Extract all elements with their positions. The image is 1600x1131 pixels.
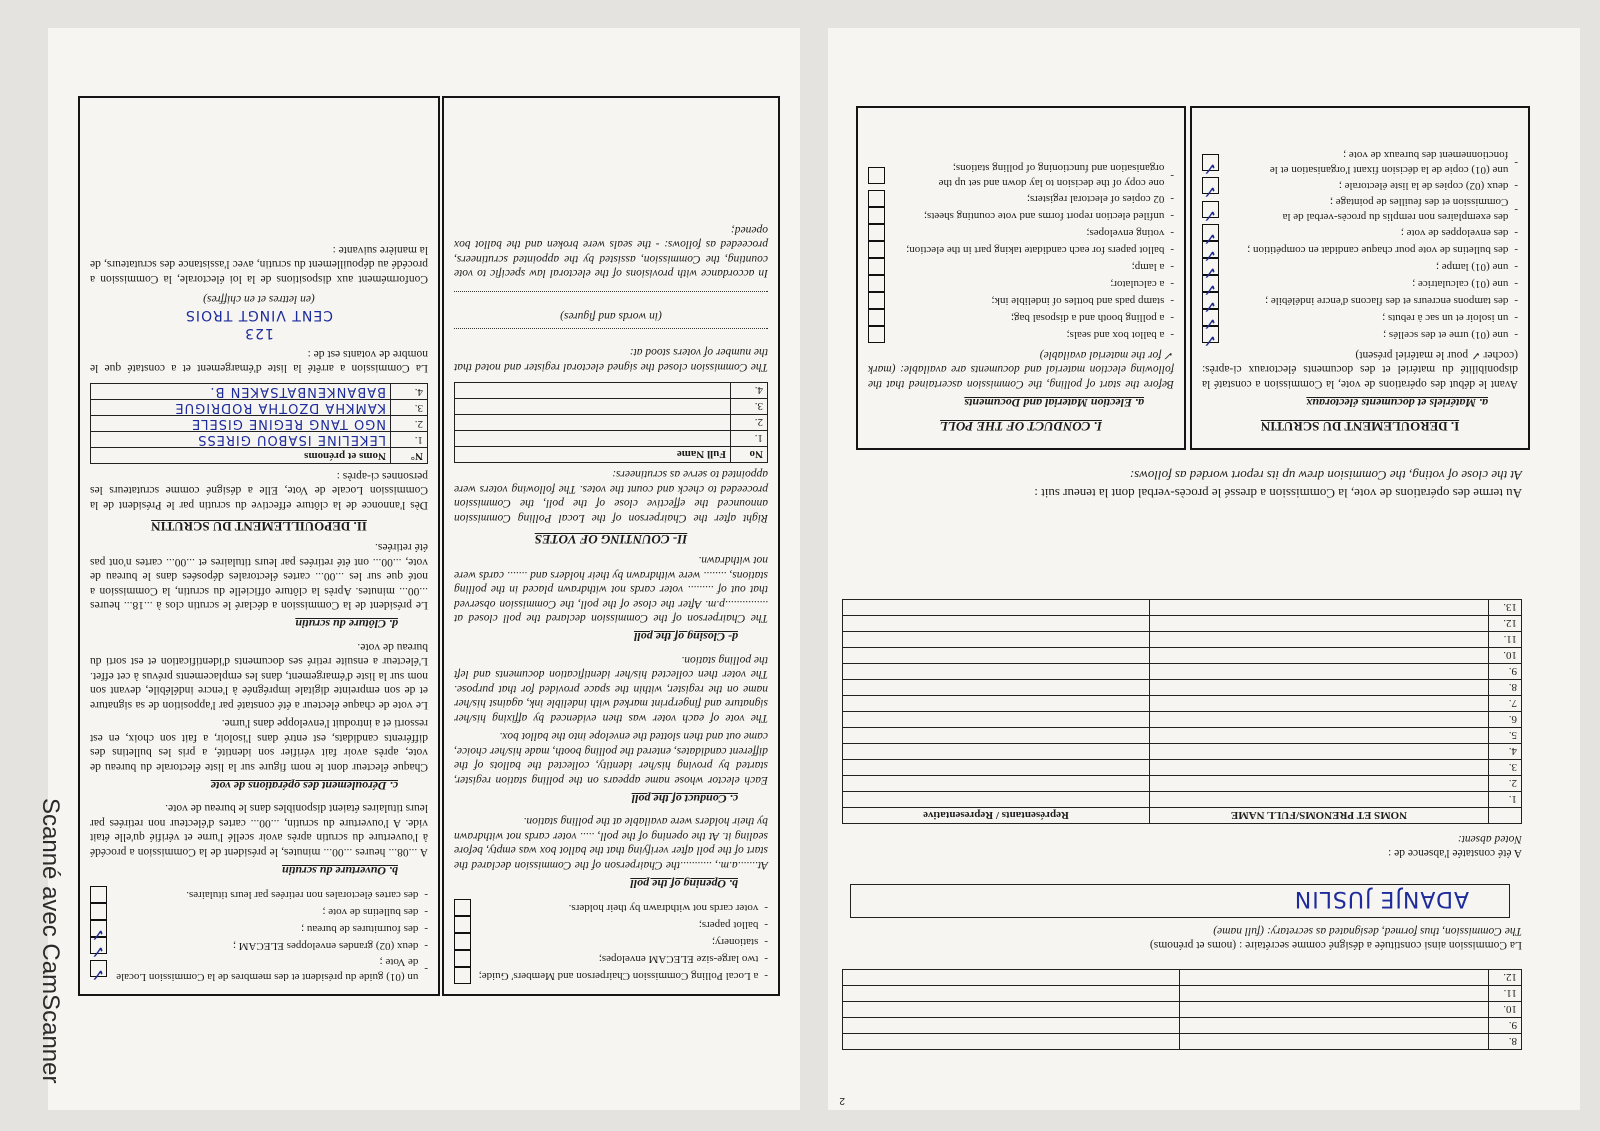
bullet-dash: - xyxy=(1514,180,1518,193)
bullet-dash: - xyxy=(764,970,768,982)
absent-row xyxy=(843,600,1522,616)
fr-material-item xyxy=(1202,148,1518,178)
absent-rep-cell[interactable] xyxy=(843,600,1150,616)
member-row-number: 8. xyxy=(1489,1034,1522,1050)
absent-row-number: 8. xyxy=(1489,680,1522,696)
bullet-dash: - xyxy=(1170,261,1174,274)
fr-intro-item-label: des cartes électorales non retirées par leurs titulaires. xyxy=(186,889,419,901)
absent-row xyxy=(843,632,1522,648)
fr-material-item-label: des enveloppes de vote ; xyxy=(1400,227,1509,240)
en-material-item xyxy=(868,327,1174,344)
en-material-checkbox[interactable] xyxy=(868,276,885,293)
en-material-checkbox[interactable] xyxy=(868,242,885,259)
absent-name-cell[interactable] xyxy=(1150,696,1489,712)
absent-table xyxy=(842,534,1522,824)
absent-name-cell[interactable] xyxy=(1150,792,1489,808)
absent-name-cell[interactable] xyxy=(1150,760,1489,776)
member-row-number: 9. xyxy=(1489,1018,1522,1034)
absent-label-en: Noted absent: xyxy=(1457,833,1522,845)
member-rep-cell[interactable] xyxy=(843,1002,1180,1018)
bullet-dash: - xyxy=(764,919,768,931)
bullet-dash: - xyxy=(1170,244,1174,257)
secretary-name: ADANJE JUSLIN xyxy=(1293,886,1469,911)
fr-material-item-label: une (01) lampe ; xyxy=(1435,261,1509,274)
fr-intro-checkbox[interactable] xyxy=(90,961,107,978)
fr-intro-item-label: des bulletins de vote ; xyxy=(322,906,419,918)
en-material-item xyxy=(868,225,1174,242)
absent-label-fr: A été constatée l'absence de : xyxy=(1388,847,1522,859)
absent-row-number: 7. xyxy=(1489,696,1522,712)
fr-scrutineer-row-name[interactable]: BABANKENBATSAKEN B. xyxy=(91,384,391,400)
en-material-checkbox[interactable] xyxy=(868,208,885,225)
absent-rep-cell[interactable] xyxy=(843,792,1150,808)
fr-scrutineer-table xyxy=(90,384,428,465)
absent-row-number: 4. xyxy=(1489,744,1522,760)
en-material-item-label: a ballot box and seals; xyxy=(1066,329,1165,342)
bullet-dash: - xyxy=(764,936,768,948)
absent-name-cell[interactable] xyxy=(1150,616,1489,632)
en-materials-title: a. Election Material and Documents xyxy=(964,396,1144,410)
en-material-item-label: a polling booth and a disposal bag; xyxy=(1010,312,1165,325)
fr-intro-item xyxy=(90,886,428,903)
en-scrutineer-row-name[interactable] xyxy=(455,431,731,447)
fr-materials-list xyxy=(1202,148,1518,344)
en-material-item xyxy=(868,259,1174,276)
absent-row-number: 11. xyxy=(1489,632,1522,648)
en-conduct-title: c. Conduct of the poll xyxy=(631,792,738,806)
member-row xyxy=(843,986,1522,1002)
bullet-dash: - xyxy=(424,889,428,901)
absent-row-number: 6. xyxy=(1489,712,1522,728)
en-scrutineer-row xyxy=(455,431,768,447)
member-name-cell[interactable] xyxy=(1180,1018,1489,1034)
bullet-dash: - xyxy=(1170,170,1174,182)
absent-row xyxy=(843,760,1522,776)
absent-row xyxy=(843,712,1522,728)
fr-scrutineer-row-number: 1. xyxy=(391,432,428,448)
en-intro-item-label: two large-size ELECAM envelopes; xyxy=(598,953,759,965)
en-material-item xyxy=(868,293,1174,310)
en-material-item xyxy=(868,161,1174,191)
absent-name-cell[interactable] xyxy=(1150,680,1489,696)
fr-material-checkbox[interactable] xyxy=(1202,154,1219,171)
en-material-checkbox[interactable] xyxy=(868,293,885,310)
bullet-dash: - xyxy=(1514,204,1518,216)
en-intro-checkbox[interactable] xyxy=(454,899,471,916)
en-scrutineer-table xyxy=(454,382,768,463)
absent-rep-cell[interactable] xyxy=(843,696,1150,712)
fr-conduct-heading: I. DEROULEMENT DU SCRUTIN xyxy=(1260,419,1460,434)
member-row-number: 10. xyxy=(1489,1002,1522,1018)
absent-name-cell[interactable] xyxy=(1150,712,1489,728)
fr-material-item xyxy=(1202,259,1518,276)
fr-material-item xyxy=(1202,276,1518,293)
fr-material-checkbox[interactable] xyxy=(1202,201,1219,218)
bullet-dash: - xyxy=(1170,295,1174,308)
en-scrutineer-row-name[interactable] xyxy=(455,383,731,399)
bullet-dash: - xyxy=(1514,244,1518,257)
en-material-item-label: stamp pads and bottles of indelible ink; xyxy=(991,295,1165,308)
bullet-dash: - xyxy=(1170,312,1174,325)
en-count-line[interactable] xyxy=(454,328,768,341)
en-material-item-label: a calculator; xyxy=(1110,278,1165,291)
bullet-dash: - xyxy=(1170,193,1174,206)
en-material-checkbox[interactable] xyxy=(868,327,885,344)
en-scrutineer-row xyxy=(455,415,768,431)
secretary-label-fr: La Commission ainsi constituée a désigné comme secrétaire : (noms et prénoms) xyxy=(1149,939,1522,951)
en-material-item-label: one copy of the decision to lay down and set up the organisation and functioning of polling stations; xyxy=(938,162,1165,190)
en-material-item-label: voting envelopes; xyxy=(1086,227,1165,240)
absent-rep-cell[interactable] xyxy=(843,648,1150,664)
fr-scrutineer-row-number: 3. xyxy=(391,400,428,416)
bullet-dash: - xyxy=(424,923,428,935)
fr-scrutineer-row xyxy=(91,432,428,448)
en-materials-list xyxy=(868,161,1174,344)
en-material-item-label: a lamp; xyxy=(1131,261,1165,274)
fr-scrutineer-row-name[interactable]: KAMKHA DZOTHA RODRIGUE xyxy=(91,400,391,416)
absent-row-number: 9. xyxy=(1489,664,1522,680)
bullet-dash: - xyxy=(1170,210,1174,223)
fr-scrutineer-row xyxy=(91,384,428,400)
fr-material-item-label: un isoloir et un sac à rebuts ; xyxy=(1382,312,1509,325)
bullet-dash: - xyxy=(424,963,428,976)
bullet-dash: - xyxy=(764,953,768,965)
fr-materials-intro: Avant le début des opérations de vote, la Commission a constaté la disponibilité du matériel et des documents électoraux ci-après: (cocher ✓ pour le matériel présent) xyxy=(1202,349,1518,390)
page-number: 2 xyxy=(839,1095,845,1106)
fr-scrutineer-row-number: 4. xyxy=(391,384,428,400)
en-materials-intro: Before the start of polling, the Commission ascertained that the following election material and documents are available: (mark ✓ for the material available) xyxy=(868,349,1174,390)
en-material-item xyxy=(868,191,1174,208)
absent-rep-cell[interactable] xyxy=(843,760,1150,776)
secretary-field[interactable] xyxy=(850,884,1510,918)
bullet-dash: - xyxy=(1514,329,1518,342)
en-closing-proc: In accordance with provisions of the electoral law specific to vote counting, the Commission, assisted by the appointed scrutineers, proceeded as follows: - the seals were broken and the ballot box opened; xyxy=(454,224,768,280)
absent-rep-cell[interactable] xyxy=(843,744,1150,760)
en-scrutineer-row xyxy=(455,399,768,415)
absent-row-number: 5. xyxy=(1489,728,1522,744)
bullet-dash: - xyxy=(1514,157,1518,169)
en-material-item xyxy=(868,242,1174,259)
en-scrutineer-row-number: 4. xyxy=(731,383,768,399)
fr-scrutineer-row xyxy=(91,400,428,416)
fr-materials-box xyxy=(1190,106,1530,450)
absent-row xyxy=(843,696,1522,712)
en-intro-item xyxy=(454,916,768,933)
bullet-dash: - xyxy=(424,906,428,918)
en-opening-text: At.......a.m., ...........the Chairperson of the Commission declared the start of the poll after verifying that the ballot box was empty, before sealing it. At the opening of the poll, ..... voter cards not withdrawn by their holders were available at the polling station. xyxy=(454,815,768,871)
absent-row xyxy=(843,680,1522,696)
en-intro-item-label: stationery; xyxy=(711,936,759,948)
report-intro-en: At the close of voting, the Commision drew up its report worded as follows: xyxy=(1129,468,1522,483)
fr-material-item xyxy=(1202,195,1518,225)
fr-material-item xyxy=(1202,242,1518,259)
member-rep-cell[interactable] xyxy=(843,1034,1180,1050)
fr-col-no: N° xyxy=(391,448,428,464)
fr-column xyxy=(78,96,440,996)
member-rep-cell[interactable] xyxy=(843,1018,1180,1034)
member-rep-cell[interactable] xyxy=(843,970,1180,986)
fr-conduct-text-2: Le vote de chaque électeur a été constaté par l'apposition de sa signature et de son empreinte digitale imprégnée à l'encre indélébile, devant son nom sur la liste d'émargement, dans les emplacements prévus à cet effet. L'électeur a ensuite retiré ses documents d'identification et est sorti du bureau de vote. xyxy=(90,641,428,711)
en-scrutineer-row-number: 1. xyxy=(731,431,768,447)
absent-name-cell[interactable] xyxy=(1150,728,1489,744)
en-scrutineer-row-number: 3. xyxy=(731,399,768,415)
en-intro-item-label: a Local Polling Commission Chairperson and Members' Guide; xyxy=(478,970,759,982)
en-conduct-heading: I. CONDUCT OF THE POLL xyxy=(940,419,1102,434)
bullet-dash: - xyxy=(1170,227,1174,240)
voter-count-words[interactable]: CENT VINGT TROIS xyxy=(185,307,333,324)
fr-counting-title: II. DEPOUILLEMENT DU SCRUTIN xyxy=(151,519,367,534)
fr-scrutineer-row-name[interactable]: LEKELINE ISABOU GIRESS xyxy=(91,432,391,448)
fr-scrutineer-row-name[interactable]: NGO TANG REGINE GISELE xyxy=(91,416,391,432)
en-scrutineer-row-name[interactable] xyxy=(455,415,731,431)
en-conduct-text-1: Each elector whose name appears on the polling station register, started by proving his/her identity, collected the ballots of the different candidates, entered the polling booth, made his/her choice, came out and then slotted the envelope into the ballot box. xyxy=(454,730,768,786)
absent-rep-cell[interactable] xyxy=(843,712,1150,728)
bullet-dash: - xyxy=(1170,329,1174,342)
en-material-item-label: 02 copies of electoral registers; xyxy=(1026,193,1165,206)
fr-material-item xyxy=(1202,225,1518,242)
bullet-dash: - xyxy=(1514,295,1518,308)
absent-name-cell[interactable] xyxy=(1150,632,1489,648)
absent-row xyxy=(843,728,1522,744)
en-materials-box xyxy=(856,106,1186,450)
bullet-dash: - xyxy=(764,902,768,914)
bullet-dash: - xyxy=(1514,261,1518,274)
en-material-checkbox[interactable] xyxy=(868,167,885,184)
absent-grid xyxy=(842,599,1522,824)
absent-name-cell[interactable] xyxy=(1150,648,1489,664)
fr-closing-title: d. Clôture du scrutin xyxy=(295,617,398,632)
fr-material-item xyxy=(1202,310,1518,327)
left-page xyxy=(48,28,800,1110)
en-scrutineer-row xyxy=(455,383,768,399)
en-counting-title: II- COUNTING OF VOTES xyxy=(534,532,688,547)
en-intro-item xyxy=(454,933,768,950)
en-col-name: Full Name xyxy=(455,447,731,463)
fr-count-text: La Commission a arrêté la liste d'émargement et a constaté que le nombre de votants est de : xyxy=(90,348,428,375)
member-name-cell[interactable] xyxy=(1180,1034,1489,1050)
en-col-no: No xyxy=(731,447,768,463)
member-row xyxy=(843,1002,1522,1018)
en-intro-item xyxy=(454,899,768,916)
absent-name-cell[interactable] xyxy=(1150,664,1489,680)
fr-intro-item-label: deux (02) grandes enveloppes ELECAM ; xyxy=(232,940,419,952)
absent-row-number: 12. xyxy=(1489,616,1522,632)
fr-intro-items xyxy=(90,886,428,984)
en-opening-title: b. Opening of the poll xyxy=(630,877,738,891)
en-material-item xyxy=(868,208,1174,225)
fr-material-item xyxy=(1202,327,1518,344)
fr-intro-checkbox[interactable] xyxy=(90,903,107,920)
member-row-number: 11. xyxy=(1489,986,1522,1002)
absent-rep-cell[interactable] xyxy=(843,728,1150,744)
absent-rep-cell[interactable] xyxy=(843,776,1150,792)
member-row-number: 12. xyxy=(1489,970,1522,986)
members-grid xyxy=(842,969,1522,1050)
secretary-label-en: The Commission, thus formed, designated as secretary: (full name) xyxy=(1213,925,1522,937)
fr-scrutineer-row xyxy=(91,416,428,432)
fr-count-caption: (en lettres et en chiffres) xyxy=(203,293,315,306)
en-intro-checkbox[interactable] xyxy=(454,950,471,967)
fr-material-item xyxy=(1202,293,1518,310)
bullet-dash: - xyxy=(1514,278,1518,291)
absent-row xyxy=(843,664,1522,680)
fr-material-item-label: des bulletins de vote pour chaque candidat en compétition ; xyxy=(1247,244,1509,257)
right-page-content xyxy=(828,28,1580,1110)
fr-materials-title: a. Matériels et documents électoraux xyxy=(1306,396,1488,410)
bullet-dash: - xyxy=(1170,278,1174,291)
en-material-checkbox[interactable] xyxy=(868,225,885,242)
member-row xyxy=(843,1034,1522,1050)
fr-material-item-label: une (01) calculatrice ; xyxy=(1412,278,1509,291)
en-closing-text: The Chairperson of the Commission declared the poll closed at ...............p.m. After the close of the poll, the Commission observed that out of ......... voter cards not withdrawn placed in the polling stations, ........ were withdrawn by their holders and ....... cards were not withdrawn. xyxy=(454,554,768,625)
absent-rep-cell[interactable] xyxy=(843,664,1150,680)
fr-conduct-text-1: Chaque électeur dont le nom figure sur la liste électorale du bureau de vote, après avoir fait vérifier son identité, a pris les bulletins des différents candidats, est entré dans l'isoloir, a fait son choix, en est ressorti et a introduit l'enveloppe dans l'urne. xyxy=(90,717,428,773)
bullet-dash: - xyxy=(424,940,428,952)
en-counting-text: Right after the Chairperson of the Local Polling Commission announced the effective close of the poll, the Commission proceeded to check and count the votes. The following voters were appointed to serve as scrutineers: xyxy=(454,468,768,524)
en-material-item xyxy=(868,276,1174,293)
absent-col-rep: Représentants / Representative xyxy=(843,808,1150,824)
en-column xyxy=(442,96,780,996)
fr-intro-item xyxy=(90,937,428,954)
fr-material-item xyxy=(1202,178,1518,195)
fr-intro-item xyxy=(90,920,428,937)
fr-opening-text: A ...08... heures ...00... minutes, le président de la Commission a procédé à l'ouverture du scrutin après avoir scellé l'urne et vérifié qu'elle était vide. A l'ouverture du scrutin, ...00... cartes d'électeur non retirées par leurs titulaires étaient disponibles dans le bureau de vote. xyxy=(90,802,428,858)
camscanner-watermark: Scanné avec CamScanner xyxy=(37,798,64,1084)
left-page-content xyxy=(48,28,800,1110)
en-count-caption: (in words and figures) xyxy=(560,310,662,322)
right-page xyxy=(828,28,1580,1110)
absent-rep-cell[interactable] xyxy=(843,680,1150,696)
en-intro-checkbox[interactable] xyxy=(454,933,471,950)
en-intro-items xyxy=(454,899,768,984)
en-intro-checkbox[interactable] xyxy=(454,967,471,984)
absent-row-number: 2. xyxy=(1489,776,1522,792)
absent-col-name: NOMS ET PRENOMS/FULL NAME xyxy=(1150,808,1489,824)
members-table xyxy=(842,958,1522,1050)
en-intro-item xyxy=(454,967,768,984)
fr-closing-text: Le président de la Commission a déclaré le scrutin clos à ...18... heures ...00... minutes. Après la clôture officielle du scrutin, la Commission a noté que sur les ...00... cartes électorales déposées dans le bureau de vote, ...00... ont été retirées par leurs titulaires et ...00... cartes n'ont pas été retirées. xyxy=(90,541,428,612)
en-count-text: The Commission closed the signed electoral register and noted that the number of voters stood at: xyxy=(454,346,768,373)
fr-material-item-label: une (01) copie de la décision fixant l'organisation et le fonctionnement des bureaux de vote ; xyxy=(1269,149,1509,177)
en-material-checkbox[interactable] xyxy=(868,259,885,276)
member-row xyxy=(843,1018,1522,1034)
fr-intro-checkbox[interactable] xyxy=(90,886,107,903)
fr-opening-title: b. Ouverture du scrutin xyxy=(281,864,398,878)
absent-row xyxy=(843,776,1522,792)
en-intro-item xyxy=(454,950,768,967)
absent-row-number: 3. xyxy=(1489,760,1522,776)
en-count-line-2[interactable] xyxy=(454,292,768,305)
absent-row-number: 1. xyxy=(1489,792,1522,808)
en-intro-checkbox[interactable] xyxy=(454,916,471,933)
en-material-item-label: unfiled election report forms and vote counting sheets; xyxy=(923,210,1165,223)
fr-material-item-label: des tampons encreurs et des flacons d'encre indélébile ; xyxy=(1265,295,1509,308)
absent-rep-cell[interactable] xyxy=(843,616,1150,632)
en-material-checkbox[interactable] xyxy=(868,310,885,327)
en-material-item xyxy=(868,310,1174,327)
fr-scrutineer-row-number: 2. xyxy=(391,416,428,432)
fr-material-item-label: une (01) urne et des scellés ; xyxy=(1383,329,1509,342)
absent-name-cell[interactable] xyxy=(1150,744,1489,760)
bullet-dash: - xyxy=(1514,312,1518,325)
absent-row xyxy=(843,616,1522,632)
fr-intro-item xyxy=(90,903,428,920)
absent-row xyxy=(843,792,1522,808)
fr-material-checkbox[interactable] xyxy=(1202,225,1219,242)
fr-counting-text: Dès l'annonce de la clôture effective du scrutin par le Président de la Commission Locale de Vote, Elle a désigné comme scrutateurs les personnes ci-après : xyxy=(90,470,428,511)
member-name-cell[interactable] xyxy=(1180,986,1489,1002)
fr-conduct-title: c. Déroulement des opérations de vote xyxy=(210,779,398,793)
en-scrutineer-row-name[interactable] xyxy=(455,399,731,415)
absent-row xyxy=(843,648,1522,664)
member-name-cell[interactable] xyxy=(1180,970,1489,986)
absent-name-cell[interactable] xyxy=(1150,600,1489,616)
fr-intro-item xyxy=(90,954,428,984)
fr-closing-proc: Conformément aux dispositions de la loi électorale, la Commission a procédé au dépouillement du scrutin, avec l'assistance des scrutateurs, de la manière suivante : xyxy=(90,244,428,285)
absent-row xyxy=(843,744,1522,760)
en-material-checkbox[interactable] xyxy=(868,191,885,208)
en-intro-item-label: voter cards not withdrawn by their holders. xyxy=(568,902,759,914)
fr-material-checkbox[interactable] xyxy=(1202,178,1219,195)
fr-col-name: Noms et prénoms xyxy=(91,448,391,464)
member-name-cell[interactable] xyxy=(1180,1002,1489,1018)
en-conduct-text-2: The vote of each voter was then evidenced by affixing his/her signature and fingerprint marked with indelible ink, against his/her name on the register, within the space provided for that purpose. The voter then collected his/her identification documents and left the polling station. xyxy=(454,654,768,724)
bullet-dash: - xyxy=(1514,227,1518,240)
fr-material-item-label: deux (02) copies de la liste électorale ; xyxy=(1338,180,1509,193)
fr-intro-checkbox[interactable] xyxy=(90,920,107,937)
absent-name-cell[interactable] xyxy=(1150,776,1489,792)
en-intro-item-label: ballot papers; xyxy=(698,919,759,931)
voter-count-digits[interactable]: 123 xyxy=(244,325,274,342)
absent-rep-cell[interactable] xyxy=(843,632,1150,648)
en-scrutineer-row-number: 2. xyxy=(731,415,768,431)
absent-row-number: 10. xyxy=(1489,648,1522,664)
member-row xyxy=(843,970,1522,986)
fr-intro-item-label: un (01) guide du président et des membres de la Commission Locale de Vote ; xyxy=(116,956,419,983)
member-rep-cell[interactable] xyxy=(843,986,1180,1002)
en-material-item-label: ballot papers for each candidate taking part in the election; xyxy=(906,244,1165,257)
report-intro-fr: Au terme des opérations de vote, la Commission a dressé le procès-verbal dont la teneur suit : xyxy=(1034,486,1522,501)
fr-intro-item-label: des fournitures de bureau ; xyxy=(301,923,419,935)
absent-row-number: 13. xyxy=(1489,600,1522,616)
en-closing-title: d- Closing of the poll xyxy=(633,630,738,645)
fr-material-item-label: des exemplaires non remplis du procès-verbal de la Commission et des feuilles de pointage ; xyxy=(1282,196,1509,224)
